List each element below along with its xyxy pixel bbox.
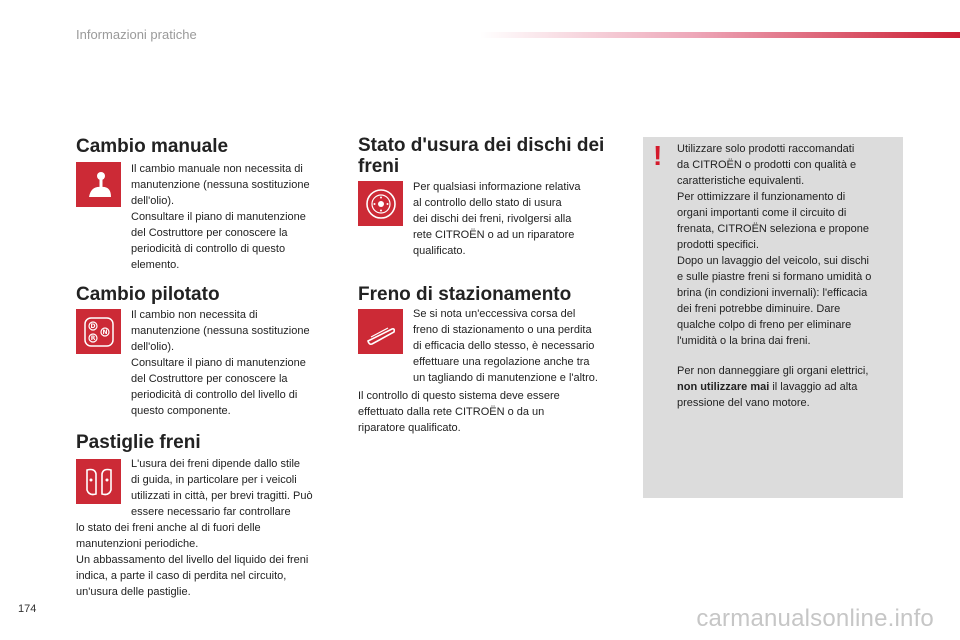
parking-brake-icon xyxy=(358,309,403,354)
drn-selector-icon xyxy=(76,309,121,354)
note-text-2-before: Per non danneggiare gli organi elettrici, xyxy=(677,365,869,377)
header-gradient-bar xyxy=(480,32,960,38)
brake-disc-icon xyxy=(358,181,403,226)
stato-usura-title xyxy=(358,135,604,177)
running-header: Informazioni pratiche xyxy=(76,27,197,42)
warning-icon: ! xyxy=(653,140,663,171)
watermark: carmanualsonline.info xyxy=(696,605,934,632)
icon-letter-r: R xyxy=(90,334,95,342)
cambio-manuale-title: Cambio manuale xyxy=(76,136,229,157)
freno-stazionamento-text-indented: Se si nota un'eccessiva corsa del freno di stazionamento o una perdita di efficacia dello stesso, è necessario effettuare una regolazione anche tra un tagliando di manutenzione e l'altro. xyxy=(413,308,598,384)
gear-shift-icon xyxy=(76,162,121,207)
stato-usura-title-line2: freni xyxy=(358,156,400,177)
cambio-pilotato-text: Il cambio non necessita di manutenzione (nessuna sostituzione dell'olio). Consultare il piano di manutenzione del Costruttore per conoscere la periodicità di controllo del livello di questo componente. xyxy=(131,309,310,417)
icon-letter-d: D xyxy=(90,322,95,330)
pastiglie-freni-text-indented: L'usura dei freni dipende dallo stile di guida, in particolare per i veicoli utilizzati in città, per brevi tragitti. Può essere necessario far controllare xyxy=(131,458,313,518)
cambio-manuale-text: Il cambio manuale non necessita di manutenzione (nessuna sostituzione dell'olio). Consultare il piano di manutenzione del Costruttore per conoscere la periodicità di controllo di questo elemento. xyxy=(131,163,310,271)
note-text: Utilizzare solo prodotti raccomandati da CITROËN o prodotti con qualità e caratteristiche equivalenti. Per ottimizzare il funzionamento di organi importanti come il circuito di frenata, CITROËN seleziona e propone prodotti specifici. Dopo un lavaggio del veicolo, sui dischi e sulle piastre freni si formano umidità o brina (in condizioni invernali): l'efficacia dei freni potrebbe diminuire. Dare qualche colpo di freno per eliminare l'umidità o la brina dai freni. xyxy=(677,143,872,347)
note-text-2 xyxy=(677,363,868,411)
cambio-pilotato-title: Cambio pilotato xyxy=(76,284,220,305)
stato-usura-title-line1: Stato d'usura dei dischi dei xyxy=(358,135,605,156)
freno-stazionamento-text-full: Il controllo di questo sistema deve essere effettuato dalla rete CITROËN o da un riparatore qualificato. xyxy=(358,390,560,434)
page-number: 174 xyxy=(18,603,37,615)
freno-stazionamento-title: Freno di stazionamento xyxy=(358,284,572,305)
pastiglie-freni-title: Pastiglie freni xyxy=(76,432,201,453)
note-text-2-bold: non utilizzare mai xyxy=(677,381,770,393)
pastiglie-freni-text-full: lo stato dei freni anche al di fuori delle manutenzioni periodiche. Un abbassamento del livello del liquido dei freni indica, a parte il caso di perdita nel circuito, un'usura delle pastiglie. xyxy=(76,522,309,598)
stato-usura-text: Per qualsiasi informazione relativa al controllo dello stato di usura dei dischi dei freni, rivolgersi alla rete CITROËN o ad un riparatore qualificato. xyxy=(413,181,581,257)
brake-pads-icon xyxy=(76,459,121,504)
icon-letter-n: N xyxy=(101,328,108,336)
note-text-2-after: il lavaggio ad alta pressione del vano motore. xyxy=(677,381,858,409)
